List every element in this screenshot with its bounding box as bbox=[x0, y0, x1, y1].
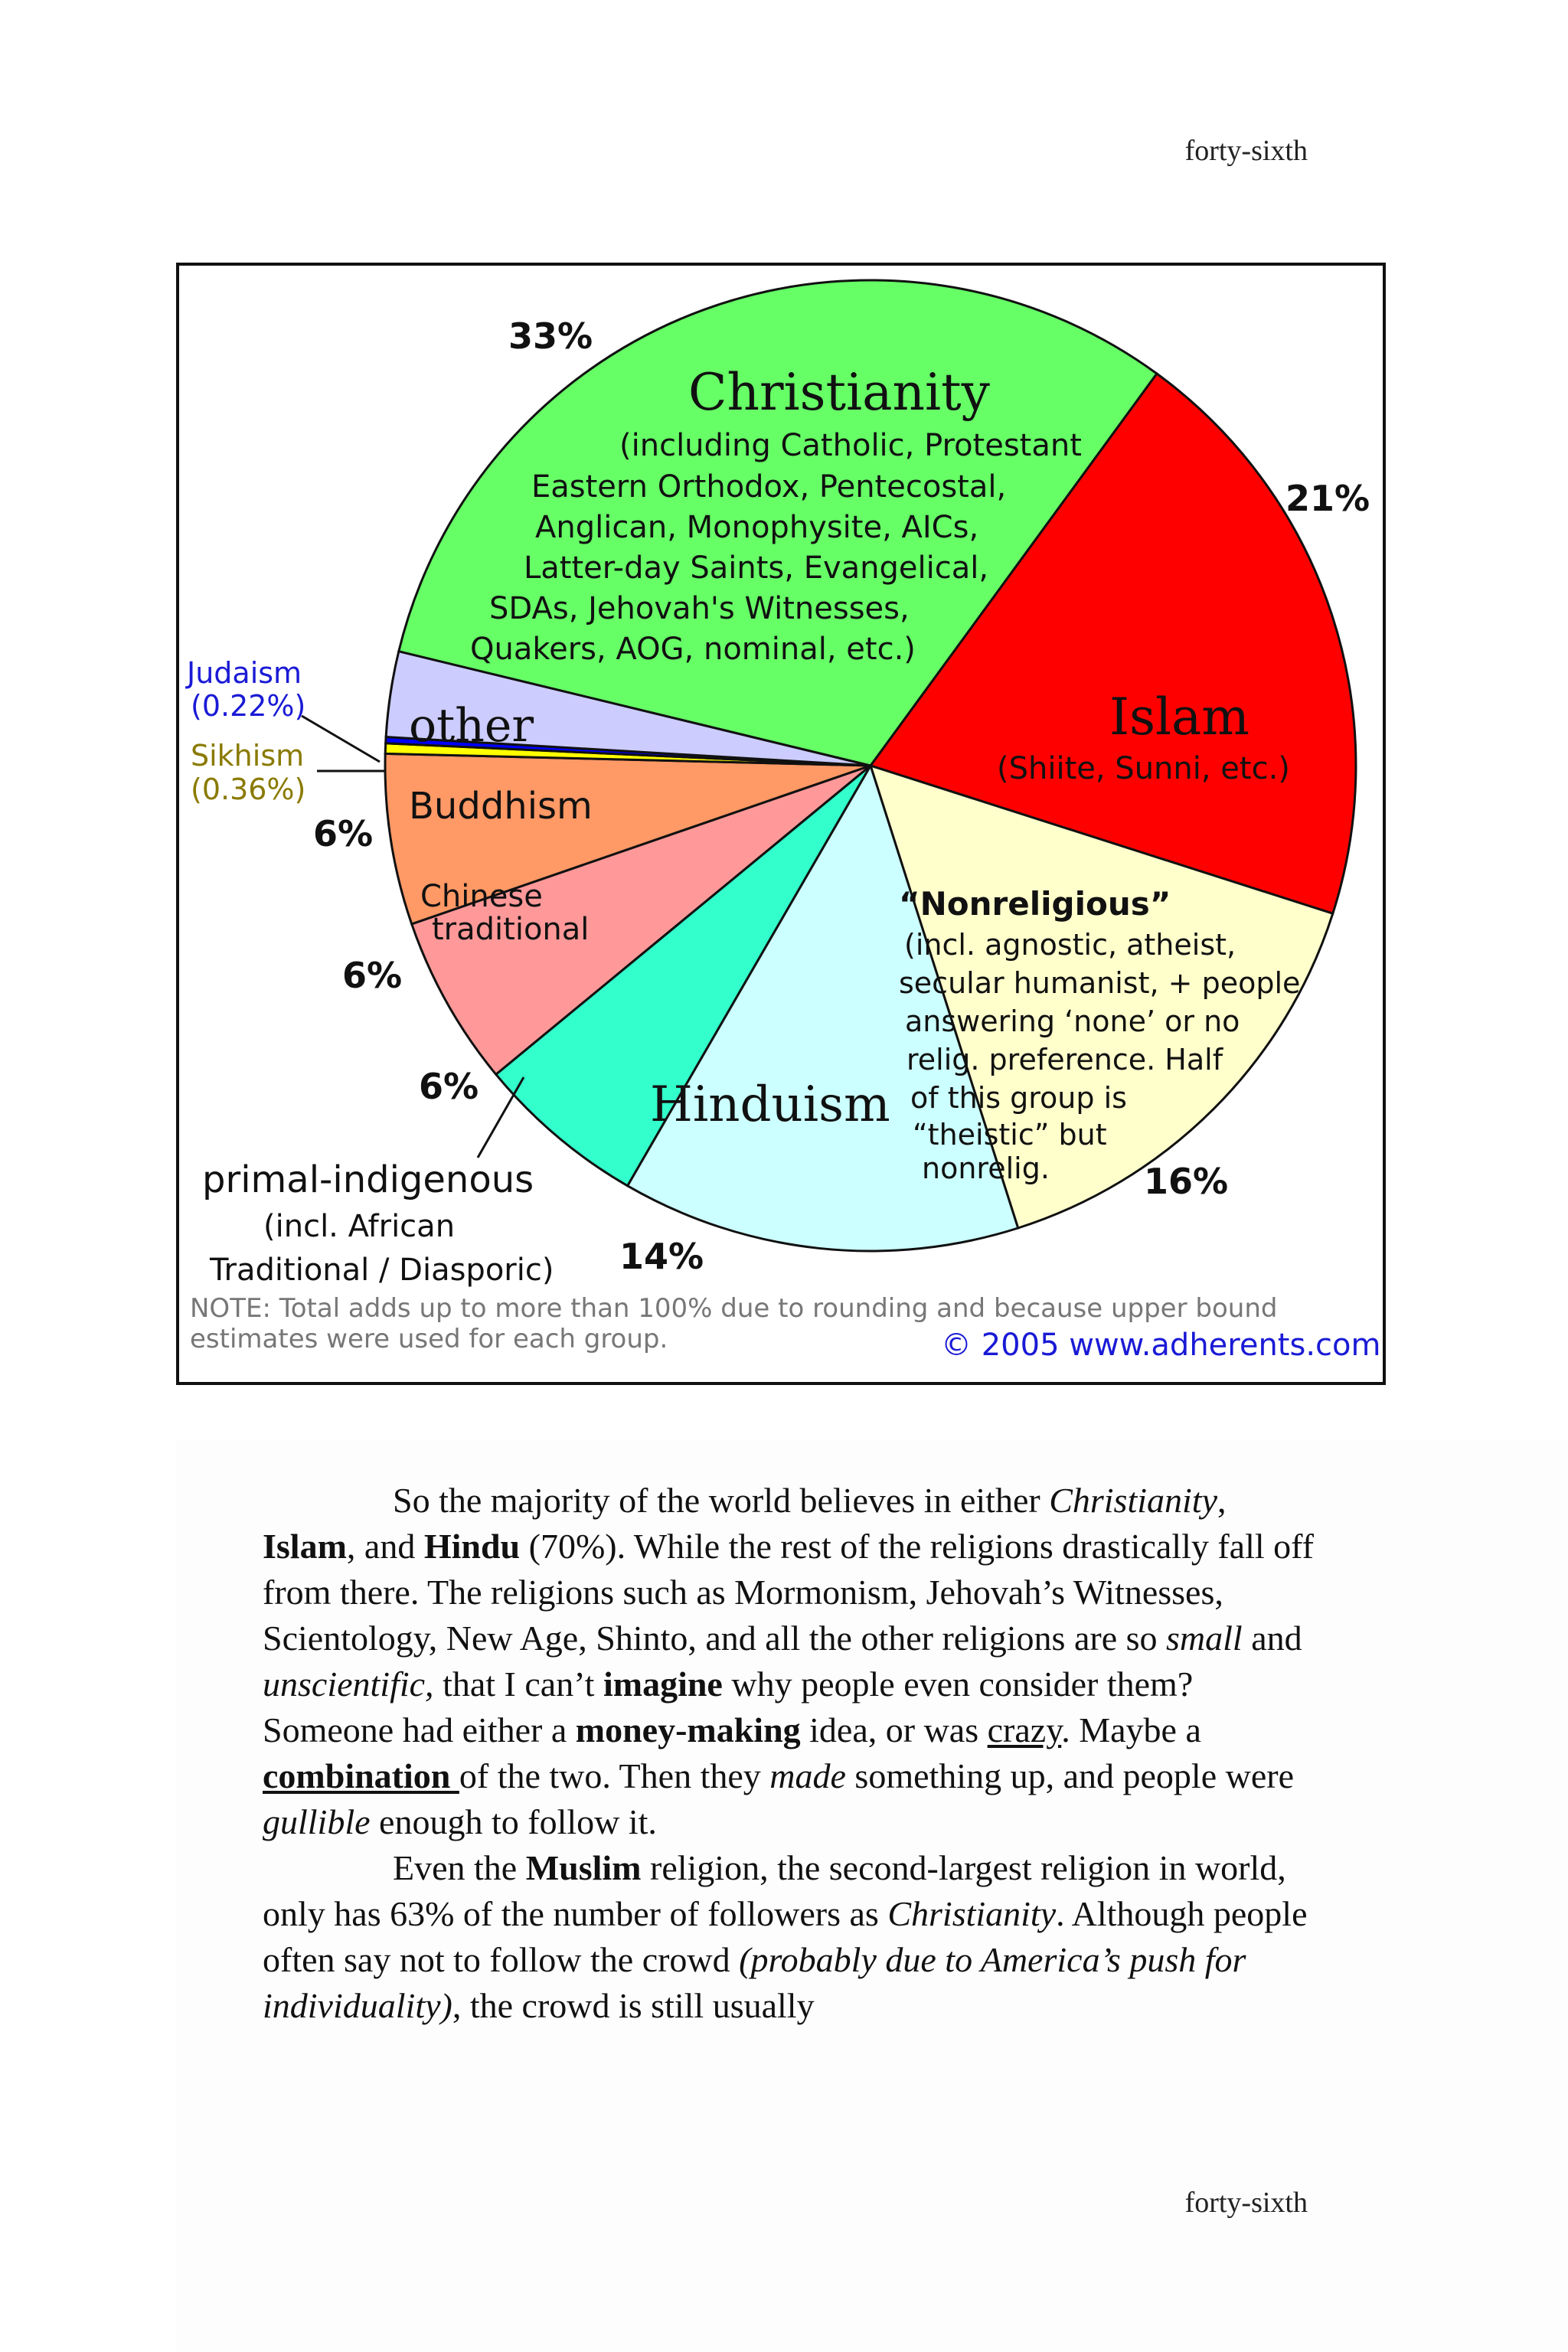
chart-note: estimates were used for each group. bbox=[190, 1324, 668, 1354]
text: gullible bbox=[263, 1802, 371, 1841]
slice-detail-nonreligious: of this group is bbox=[910, 1081, 1127, 1115]
pct-label-primal-indigenous: 6% bbox=[419, 1066, 479, 1107]
text: Even the bbox=[393, 1848, 526, 1887]
text: idea, or was bbox=[800, 1710, 988, 1749]
pie-chart-figure bbox=[176, 263, 1386, 1385]
text: money-making bbox=[575, 1710, 801, 1749]
pct-label-judaism: (0.22%) bbox=[191, 689, 306, 723]
chart-note: NOTE: Total adds up to more than 100% due to rounding and because upper bound bbox=[190, 1293, 1278, 1324]
text: , bbox=[1217, 1481, 1227, 1520]
text: imagine bbox=[603, 1664, 723, 1704]
slice-detail-christianity: SDAs, Jehovah's Witnesses, bbox=[489, 591, 910, 626]
page-header: forty-sixth bbox=[1184, 135, 1308, 167]
pct-label-christianity: 33% bbox=[508, 315, 593, 357]
text: combination bbox=[263, 1756, 459, 1795]
text: Hindu bbox=[423, 1527, 521, 1566]
slice-detail-primal-indigenous: (incl. African bbox=[263, 1209, 456, 1244]
slice-label-other: other bbox=[409, 699, 534, 753]
slice-detail-nonreligious: answering ‘none’ or no bbox=[905, 1004, 1240, 1038]
text: (probably due to America’s push for individuality) bbox=[263, 1940, 1246, 2025]
pie-chart bbox=[179, 266, 1383, 1382]
paragraph-2 bbox=[263, 1845, 1319, 2029]
text: unscientific, bbox=[263, 1664, 434, 1704]
text: Christianity bbox=[887, 1894, 1057, 1933]
pct-label-chinese-traditional: 6% bbox=[342, 955, 403, 996]
pct-label-islam: 21% bbox=[1285, 478, 1370, 519]
text: that I can’t bbox=[433, 1664, 603, 1704]
slice-label-islam: Islam bbox=[1109, 688, 1250, 746]
text: why people even consider them? Someone had either a bbox=[263, 1664, 1194, 1749]
page-footer: forty-sixth bbox=[1184, 2187, 1308, 2219]
text: small bbox=[1166, 1619, 1243, 1658]
leader-line-primal-indigenous bbox=[478, 1077, 524, 1158]
slice-detail-nonreligious: (incl. agnostic, atheist, bbox=[904, 928, 1236, 962]
text: , the crowd is still usually bbox=[452, 1986, 815, 2025]
text: , and bbox=[346, 1527, 424, 1566]
text: crazy bbox=[987, 1710, 1062, 1749]
slice-label-sikhism: Sikhism bbox=[191, 739, 305, 773]
slice-detail-christianity: Anglican, Monophysite, AICs, bbox=[535, 510, 979, 545]
slice-detail-christianity: Latter-day Saints, Evangelical, bbox=[524, 550, 989, 586]
body-text bbox=[263, 1478, 1319, 2029]
text: made bbox=[769, 1756, 846, 1795]
pct-label-buddhism: 6% bbox=[313, 813, 374, 854]
text: of the two. Then they bbox=[459, 1756, 770, 1795]
text: religion, the second-largest religion in world, only has 63% of the number of followers as bbox=[263, 1848, 1286, 1933]
pct-label-sikhism: (0.36%) bbox=[191, 773, 306, 806]
slice-label-nonreligious: “Nonreligious” bbox=[899, 885, 1171, 923]
paragraph-1 bbox=[263, 1478, 1319, 1845]
text: Muslim bbox=[525, 1848, 642, 1887]
slice-detail-christianity: Quakers, AOG, nominal, etc.) bbox=[470, 632, 916, 667]
slice-detail-nonreligious: nonrelig. bbox=[922, 1152, 1050, 1185]
slice-label-chinese-traditional: traditional bbox=[432, 912, 590, 947]
slice-detail-islam: (Shiite, Sunni, etc.) bbox=[997, 751, 1290, 786]
slice-label-chinese-traditional: Chinese bbox=[420, 879, 543, 914]
slice-label-primal-indigenous: primal-indigenous bbox=[202, 1158, 534, 1201]
leader-line-judaism bbox=[302, 716, 380, 762]
text: Christianity bbox=[1049, 1481, 1217, 1520]
text: (70%). While the rest of the religions drastically fall off from there. The religions such as Mormonism, Jehovah’s Witnesses, Scientology, New Age, Shinto, and all the other religions are so bbox=[263, 1527, 1314, 1658]
slice-label-judaism: Judaism bbox=[187, 656, 302, 690]
slice-detail-nonreligious: secular humanist, + people bbox=[899, 966, 1301, 1000]
text: . Maybe a bbox=[1061, 1710, 1201, 1749]
slice-detail-primal-indigenous: Traditional / Diasporic) bbox=[210, 1253, 554, 1288]
pct-label-hinduism: 14% bbox=[619, 1236, 704, 1277]
text: . Although people often say not to follow the crowd bbox=[263, 1894, 1308, 1979]
slice-label-hinduism: Hinduism bbox=[650, 1076, 890, 1133]
text: and bbox=[1242, 1619, 1302, 1658]
pct-label-nonreligious: 16% bbox=[1144, 1161, 1229, 1202]
slice-label-christianity: Christianity bbox=[688, 363, 990, 422]
chart-credit: © 2005 www.adherents.com bbox=[941, 1328, 1381, 1363]
text: enough to follow it. bbox=[370, 1802, 657, 1841]
slice-label-buddhism: Buddhism bbox=[409, 785, 593, 828]
slice-detail-nonreligious: “theistic” but bbox=[913, 1118, 1107, 1152]
slice-detail-christianity: (including Catholic, Protestant bbox=[619, 428, 1082, 463]
text: Islam bbox=[263, 1527, 347, 1566]
text: something up, and people were bbox=[845, 1756, 1294, 1795]
slice-detail-nonreligious: relig. preference. Half bbox=[906, 1043, 1223, 1076]
slice-detail-christianity: Eastern Orthodox, Pentecostal, bbox=[531, 469, 1007, 505]
text: So the majority of the world believes in either bbox=[393, 1481, 1040, 1520]
